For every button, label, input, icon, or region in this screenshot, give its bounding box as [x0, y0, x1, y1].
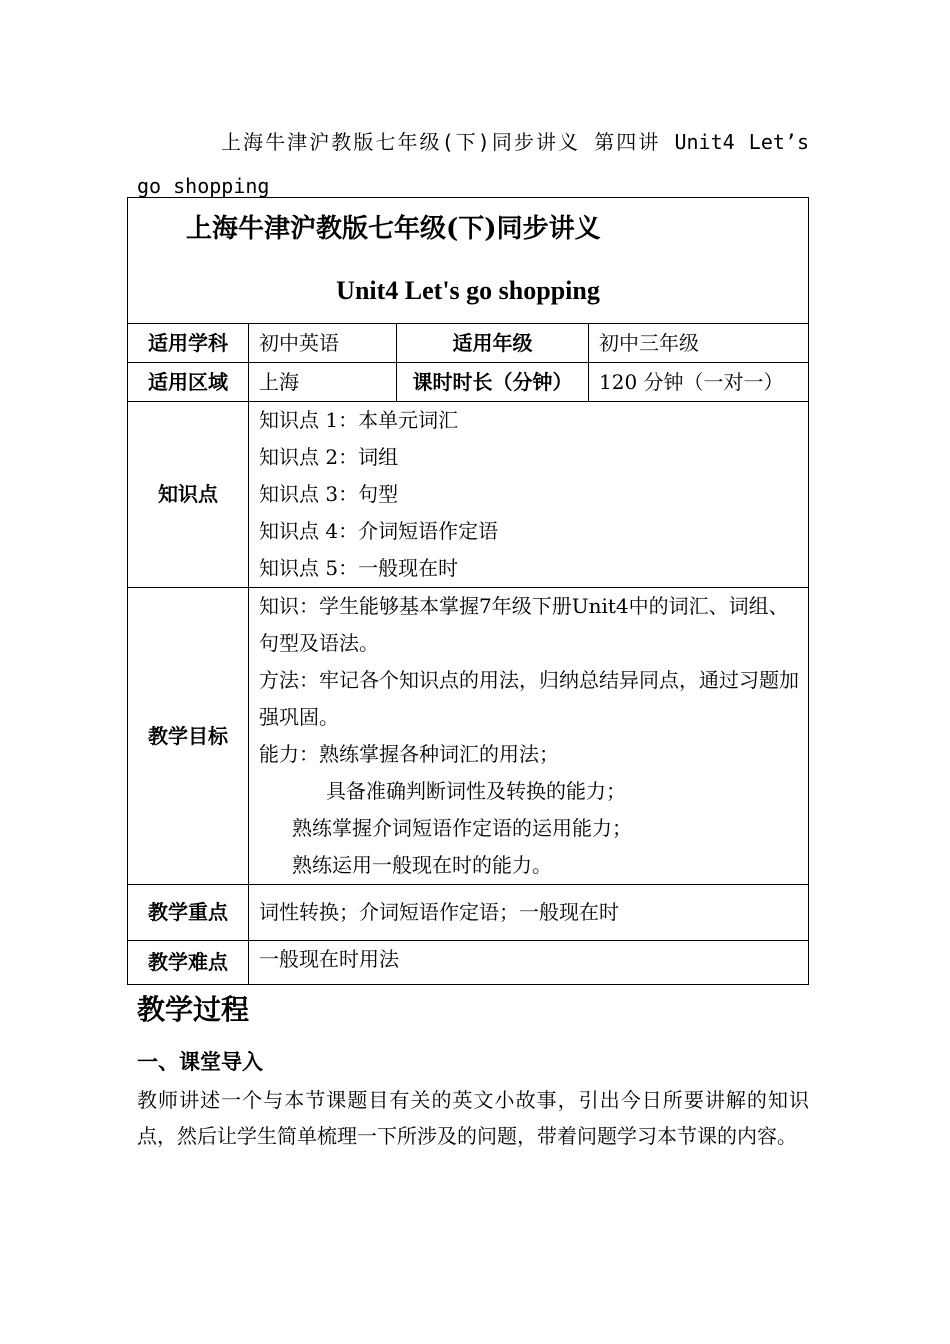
knowledge-point-item: 知识点 3：句型 [259, 482, 399, 506]
difficulty-value: 一般现在时用法 [249, 941, 809, 985]
duration-label: 课时时长（分钟） [397, 363, 589, 402]
duration-value: 120 分钟（一对一） [589, 363, 809, 402]
goal-knowledge: 知识：学生能够基本掌握7年级下册Unit4中的词汇、词组、句型及语法。 [259, 594, 789, 655]
goal-ability-item: 熟练掌握介词短语作定语的运用能力； [292, 816, 632, 840]
region-label: 适用区域 [128, 363, 249, 402]
document-title-line2: go shopping [137, 174, 270, 198]
process-heading: 教学过程 [137, 993, 250, 1026]
goal-method: 方法：牢记各个知识点的用法，归纳总结异同点，通过习题加强巩固。 [259, 668, 799, 729]
knowledge-label: 知识点 [128, 402, 249, 588]
teaching-goals [249, 588, 809, 885]
difficulty-label: 教学难点 [128, 941, 249, 985]
knowledge-point-item: 知识点 5：一般现在时 [259, 556, 459, 580]
grade-value: 初中三年级 [589, 324, 809, 363]
table-header-unit: Unit4 Let's go shopping [336, 276, 600, 305]
region-value: 上海 [249, 363, 397, 402]
knowledge-points [249, 402, 809, 588]
subject-label: 适用学科 [128, 324, 249, 363]
key-points-value: 词性转换；介词短语作定语；一般现在时 [249, 885, 809, 941]
subject-value: 初中英语 [249, 324, 397, 363]
grade-label: 适用年级 [397, 324, 589, 363]
goal-ability-item: 熟练运用一般现在时的能力。 [292, 853, 552, 877]
goal-ability-item: 具备准确判断词性及转换的能力； [326, 779, 626, 803]
goals-label: 教学目标 [128, 588, 249, 885]
knowledge-point-item: 知识点 2：词组 [259, 445, 399, 469]
lesson-info-table [127, 197, 809, 985]
table-header-title: 上海牛津沪教版七年级(下)同步讲义 [186, 214, 601, 244]
knowledge-point-item: 知识点 4：介词短语作定语 [259, 519, 499, 543]
knowledge-point-item: 知识点 1：本单元词汇 [259, 408, 459, 432]
table-header-cell [128, 198, 809, 324]
document-title-line1: 上海牛津沪教版七年级(下)同步讲义 第四讲 Unit4 Let’s [221, 130, 809, 154]
section-paragraph: 教师讲述一个与本节课题目有关的英文小故事，引出今日所要讲解的知识点，然后让学生简单梳理一下所涉及的问题，带着问题学习本节课的内容。 [137, 1088, 809, 1148]
goal-ability: 能力：熟练掌握各种词汇的用法； [259, 742, 559, 766]
section-heading: 一、课堂导入 [137, 1050, 263, 1074]
key-points-label: 教学重点 [128, 885, 249, 941]
